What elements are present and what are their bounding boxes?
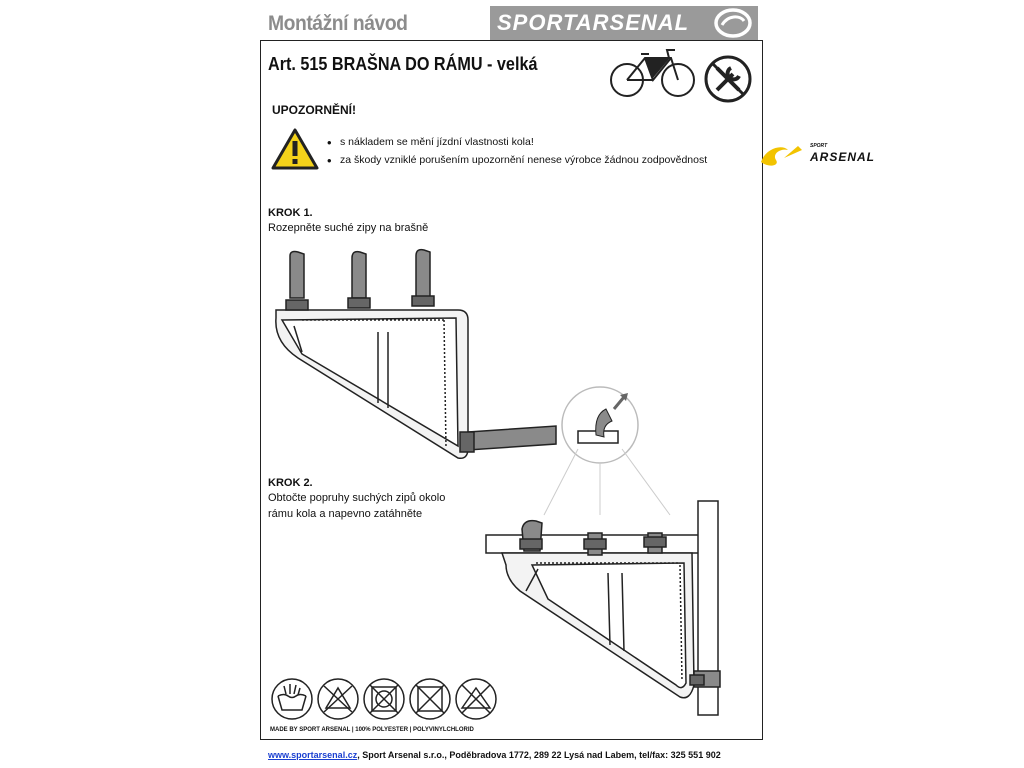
document-title: Montážní návod bbox=[268, 12, 408, 35]
brand-logo-icon bbox=[710, 6, 756, 40]
step-2-text-line-2: rámu kola a napevno zatáhněte bbox=[268, 508, 423, 520]
step-2-text-line-1: Obtočte popruhy suchých zipů okolo bbox=[268, 492, 446, 504]
no-tumble-dry-icon bbox=[364, 679, 404, 719]
website-link[interactable]: www.sportarsenal.cz bbox=[268, 750, 358, 760]
material-info: MADE BY SPORT ARSENAL | 100% POLYESTER | POLYVINYLCHLORID bbox=[270, 727, 474, 733]
hand-wash-icon bbox=[272, 679, 312, 719]
step-1-text: Rozepněte suché zipy na brašně bbox=[268, 222, 429, 234]
warning-bullet-2: • za škody vzniklé porušením upozornění nenese výrobce žádnou zodpovědnost bbox=[340, 154, 707, 166]
article-title: Art. 515 BRAŠNA DO RÁMU - velká bbox=[268, 54, 538, 74]
side-logo-small-text: SPORT bbox=[810, 143, 828, 149]
no-dry-clean-icon bbox=[410, 679, 450, 719]
warning-triangle-icon bbox=[270, 127, 320, 171]
step-2-illustration bbox=[484, 495, 724, 717]
company-address: , Sport Arsenal s.r.o., Poděbradova 1772, 289 22 Lysá nad Labem, tel/fax: 325 551 902 bbox=[357, 750, 721, 760]
no-bleach-icon bbox=[318, 679, 358, 719]
step-1-heading: KROK 1. bbox=[268, 207, 313, 219]
brand-logo-text: SPORTARSENAL bbox=[497, 10, 690, 35]
no-tools-icon bbox=[703, 54, 753, 104]
footer bbox=[268, 750, 721, 760]
warning-title: UPOZORNĚNÍ! bbox=[272, 103, 356, 117]
step-2-heading: KROK 2. bbox=[268, 477, 313, 489]
warning-bullet-1: • s nákladem se mění jízdní vlastnosti kola! bbox=[340, 136, 534, 148]
step-1-illustration bbox=[268, 248, 558, 470]
bicycle-icon bbox=[605, 44, 700, 100]
side-logo-text: ARSENAL bbox=[810, 150, 876, 164]
no-iron-icon bbox=[456, 679, 496, 719]
care-symbols bbox=[270, 676, 500, 722]
